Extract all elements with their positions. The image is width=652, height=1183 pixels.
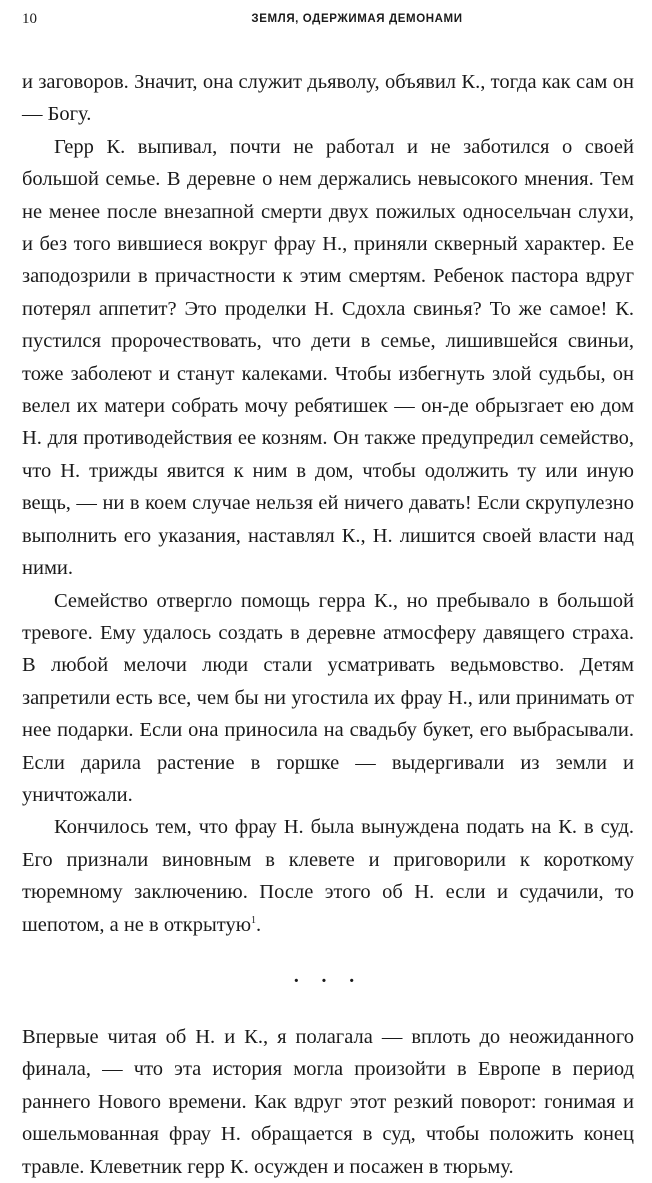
paragraph-continuation: и заговоров. Значит, она служит дьяволу, объявил К., тогда как сам он — Богу. (22, 71, 634, 126)
footnote-mark: 1 (251, 914, 257, 926)
paragraph-court (22, 811, 634, 941)
page-header (22, 10, 632, 30)
paragraph-herr-k: Герр К. выпивал, почти не работал и не заботился о своей большой семье. В деревне о нем держались невысокого мнения. Тем не менее после внезапной смерти двух пожилых односельчан слухи, и без того вившиеся вокруг фрау Н., приняли скверный характер. Ее заподозрили в причастности к этим смертям. Ребенок пастора вдруг потерял аппетит? Это проделки Н. Сдохла свинья? То же самое! К. пустился пророчествовать, что дети в семье, лишившейся свиньи, тоже заболеют и станут калеками. Чтобы избегнуть злой судьбы, он велел их матери собрать мочу ребятишек — он-де обрызгает ею дом Н. для противодействия ее козням. Он также предупредил семейство, что Н. трижды явится к ним в дом, чтобы одолжить ту или иную вещь, — ни в коем случае нельзя ей ничего давать! Если скрупулезно выполнить его указания, наставлял К., Н. лишится своей власти над ними. (22, 135, 634, 580)
section-separator: · · · (292, 969, 363, 992)
page-body (22, 66, 634, 1183)
paragraph-family: Семейство отвергло помощь герра К., но пребывало в большой тревоге. Ему удалось создать в деревне атмосферу давящего страха. В любой мелочи люди стали усматривать ведьмовство. Детям запретили есть все, чем бы ни угостила их фрау Н., или принимать от нее подарки. Если она приносила на свадьбу букет, его выбрасывали. Если дарила растение в горшке — выдергивали из земли и уничтожали. (22, 589, 634, 806)
paragraph-court-period: . (256, 913, 262, 936)
paragraph-first-reading: Впервые читая об Н. и К., я полагала — вплоть до неожиданного финала, — что эта история могла произойти в Европе в период раннего Нового времени. Как вдруг этот резкий поворот: гонимая и ошельмованная фрау Н. обращается в суд, чтобы положить конец травле. Клеветник герр К. осужден и посажен в тюрьму. (22, 1025, 634, 1178)
running-title: ЗЕМЛЯ, ОДЕРЖИМАЯ ДЕМОНАМИ (251, 13, 463, 25)
page-number: 10 (22, 11, 37, 27)
paragraph-court-text: Кончилось тем, что фрау Н. была вынуждена подать на К. в суд. Его признали виновным в клевете и приговорили к короткому тюремному заключению. После этого об Н. если и судачили, то шепотом, а не в открытую (22, 816, 634, 936)
